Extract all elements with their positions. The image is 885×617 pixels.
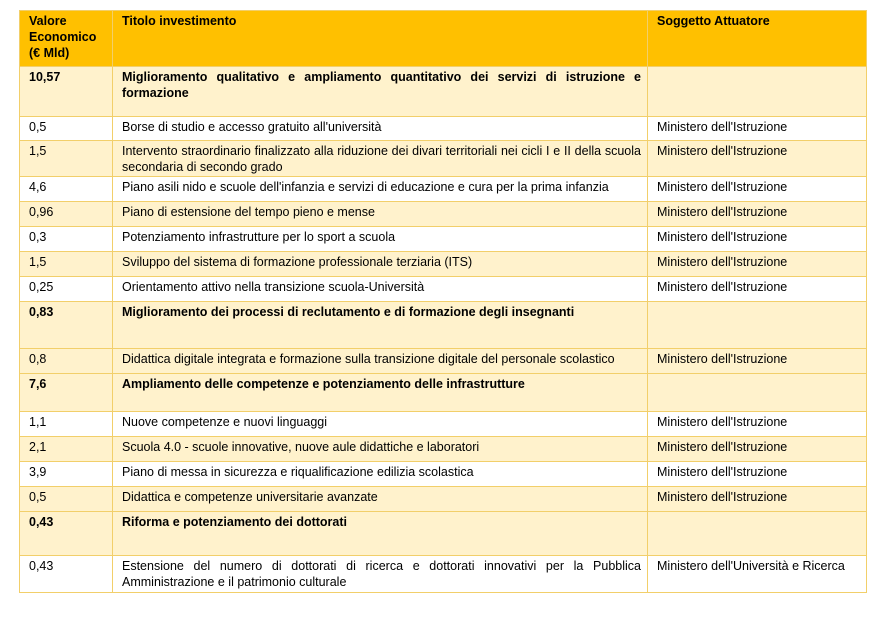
table-group-row — [20, 512, 867, 556]
investment-title-cell: Nuove competenze e nuovi linguaggi — [113, 412, 648, 437]
value-cell: 0,83 — [20, 302, 113, 349]
actor-cell: Ministero dell'Istruzione — [648, 202, 867, 227]
table-group-row — [20, 67, 867, 117]
table-row — [20, 349, 867, 374]
header-value-line: Economico — [29, 30, 97, 44]
investment-title-cell: Potenziamento infrastrutture per lo sport a scuola — [113, 227, 648, 252]
investment-title-cell: Intervento straordinario finalizzato alla riduzione dei divari territoriali nei cicli I e II della scuola secondaria di secondo grado — [113, 141, 648, 177]
investment-title-cell: Orientamento attivo nella transizione scuola-Università — [113, 277, 648, 302]
table-row — [20, 412, 867, 437]
table-group-row — [20, 374, 867, 412]
table-row — [20, 462, 867, 487]
actor-cell: Ministero dell'Istruzione — [648, 437, 867, 462]
investment-table — [19, 10, 867, 593]
group-title-cell: Riforma e potenziamento dei dottorati — [113, 512, 648, 556]
table-row — [20, 556, 867, 593]
investment-title-cell: Piano asili nido e scuole dell'infanzia e servizi di educazione e cura per la prima infanzia — [113, 177, 648, 202]
value-cell: 1,5 — [20, 141, 113, 177]
value-cell: 4,6 — [20, 177, 113, 202]
table-row — [20, 202, 867, 227]
value-cell: 0,25 — [20, 277, 113, 302]
actor-cell: Ministero dell'Università e Ricerca — [648, 556, 867, 593]
investment-title-cell: Sviluppo del sistema di formazione professionale terziaria (ITS) — [113, 252, 648, 277]
investment-title-cell: Borse di studio e accesso gratuito all'università — [113, 117, 648, 141]
investment-title-cell: Didattica digitale integrata e formazione sulla transizione digitale del personale scolastico — [113, 349, 648, 374]
investment-title-cell: Scuola 4.0 - scuole innovative, nuove aule didattiche e laboratori — [113, 437, 648, 462]
table-body — [20, 67, 867, 593]
actor-cell — [648, 67, 867, 117]
actor-cell — [648, 374, 867, 412]
header-title: Titolo investimento — [113, 11, 648, 67]
value-cell: 1,1 — [20, 412, 113, 437]
value-cell: 0,3 — [20, 227, 113, 252]
table-row — [20, 252, 867, 277]
value-cell: 0,96 — [20, 202, 113, 227]
actor-cell: Ministero dell'Istruzione — [648, 349, 867, 374]
actor-cell: Ministero dell'Istruzione — [648, 277, 867, 302]
value-cell: 0,8 — [20, 349, 113, 374]
actor-cell: Ministero dell'Istruzione — [648, 252, 867, 277]
investment-title-cell: Didattica e competenze universitarie avanzate — [113, 487, 648, 512]
value-cell: 1,5 — [20, 252, 113, 277]
table-row — [20, 177, 867, 202]
investment-title-cell: Piano di estensione del tempo pieno e mense — [113, 202, 648, 227]
table-row — [20, 227, 867, 252]
actor-cell: Ministero dell'Istruzione — [648, 412, 867, 437]
group-title-cell: Miglioramento qualitativo e ampliamento quantitativo dei servizi di istruzione e formazione — [113, 67, 648, 117]
table-row — [20, 117, 867, 141]
header-value-line: Valore — [29, 14, 67, 28]
table-header — [20, 11, 867, 67]
value-cell: 3,9 — [20, 462, 113, 487]
actor-cell — [648, 302, 867, 349]
actor-cell: Ministero dell'Istruzione — [648, 227, 867, 252]
actor-cell: Ministero dell'Istruzione — [648, 177, 867, 202]
actor-cell: Ministero dell'Istruzione — [648, 117, 867, 141]
table-row — [20, 487, 867, 512]
value-cell: 10,57 — [20, 67, 113, 117]
actor-cell: Ministero dell'Istruzione — [648, 462, 867, 487]
table-row — [20, 437, 867, 462]
value-cell: 0,43 — [20, 556, 113, 593]
value-cell: 0,43 — [20, 512, 113, 556]
table-row — [20, 277, 867, 302]
investment-title-cell: Estensione del numero di dottorati di ricerca e dottorati innovativi per la Pubblica Amministrazione e il patrimonio culturale — [113, 556, 648, 593]
header-value — [20, 11, 113, 67]
value-cell: 0,5 — [20, 487, 113, 512]
group-title-cell: Miglioramento dei processi di reclutamento e di formazione degli insegnanti — [113, 302, 648, 349]
value-cell: 0,5 — [20, 117, 113, 141]
value-cell: 2,1 — [20, 437, 113, 462]
actor-cell — [648, 512, 867, 556]
value-cell: 7,6 — [20, 374, 113, 412]
group-title-cell: Ampliamento delle competenze e potenziamento delle infrastrutture — [113, 374, 648, 412]
table-group-row — [20, 302, 867, 349]
actor-cell: Ministero dell'Istruzione — [648, 487, 867, 512]
actor-cell: Ministero dell'Istruzione — [648, 141, 867, 177]
header-value-line: (€ Mld) — [29, 46, 70, 60]
investment-title-cell: Piano di messa in sicurezza e riqualificazione edilizia scolastica — [113, 462, 648, 487]
table-row — [20, 141, 867, 177]
header-actor: Soggetto Attuatore — [648, 11, 867, 67]
